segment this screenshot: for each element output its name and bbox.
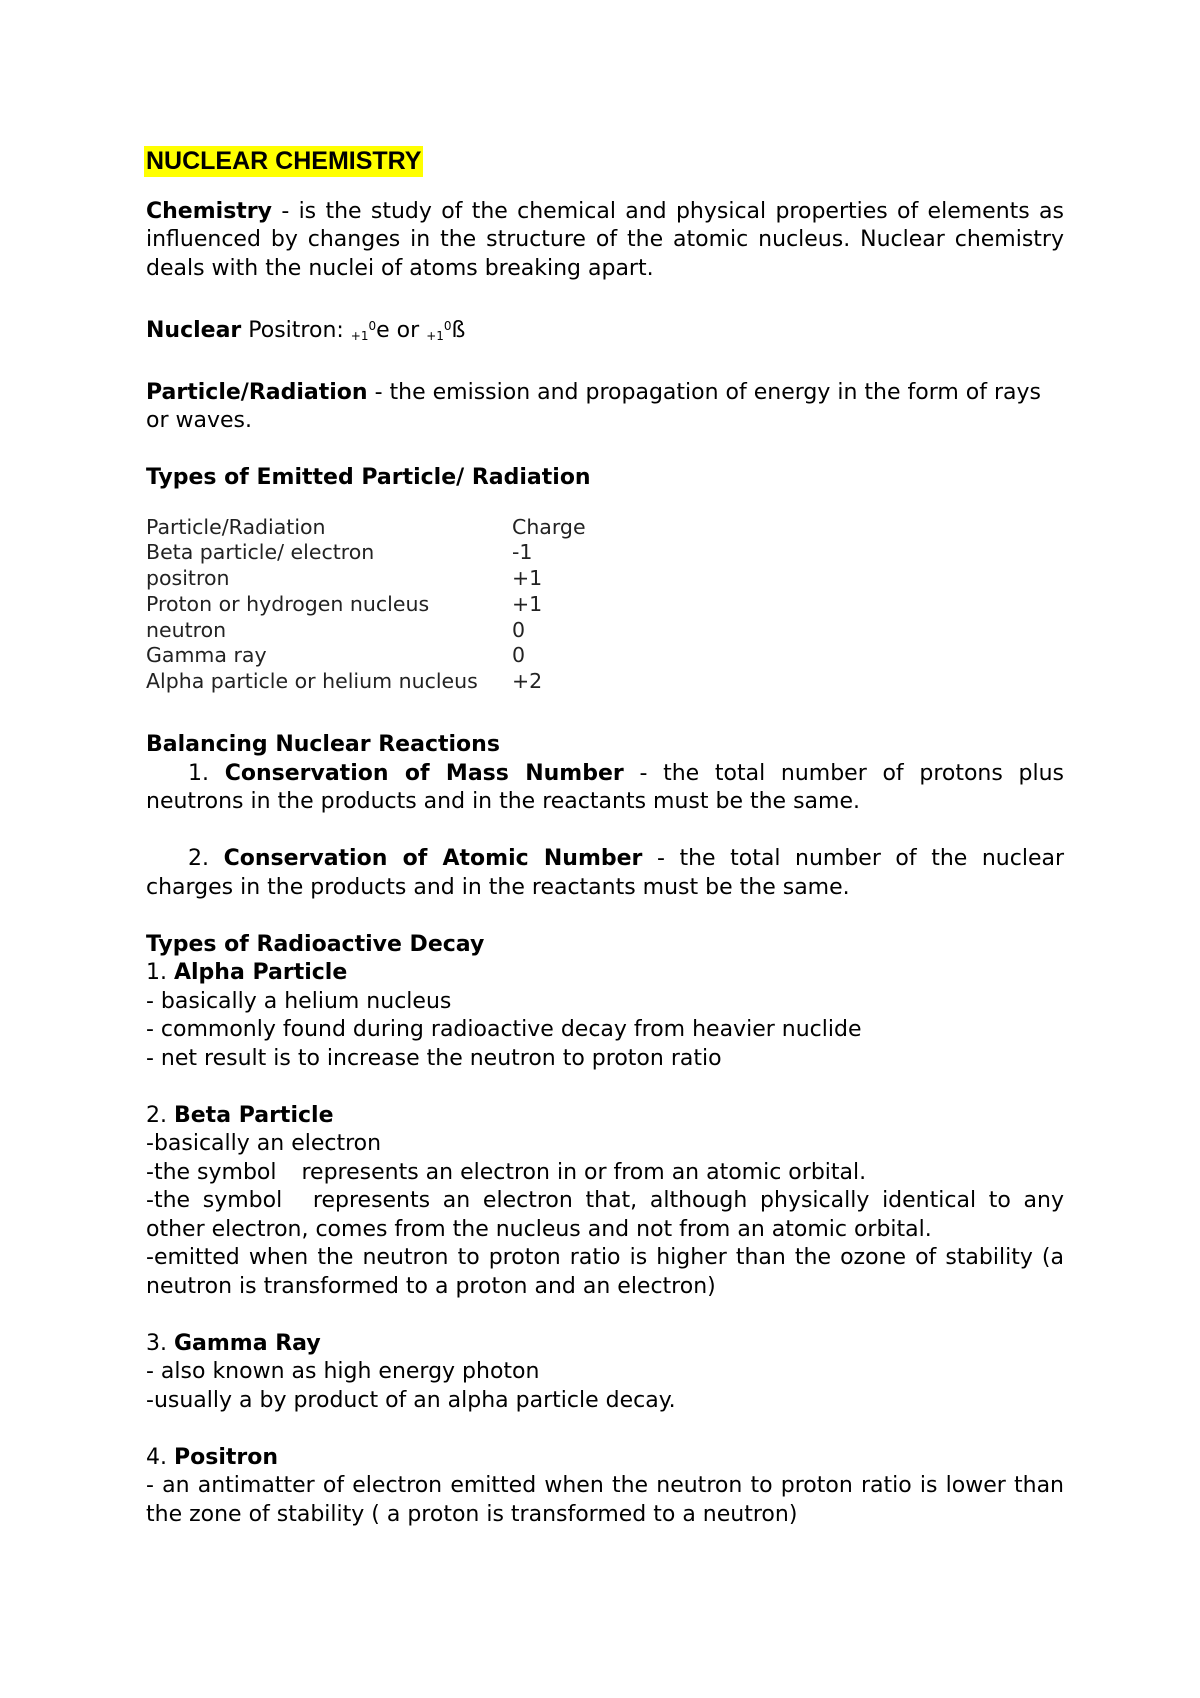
mass-number-text: - the total number of protons plus neutrons in the products and in the reactants must be the same. [146, 760, 1065, 815]
gamma-title [146, 1330, 1064, 1359]
item-number: 4. [146, 1444, 174, 1470]
table-row [146, 618, 1064, 644]
list-item: - net result is to increase the neutron to proton ratio [146, 1045, 722, 1071]
positron-superscript: 0 [368, 318, 377, 333]
list-item: -basically an electron [146, 1131, 382, 1157]
spacer [146, 283, 1064, 312]
spacer [146, 1301, 1064, 1330]
table-cell-charge: 0 [512, 617, 526, 642]
balancing-item-1 [146, 760, 1064, 817]
balancing-item-2 [146, 845, 1064, 902]
list-item: - basically a helium nucleus [146, 988, 452, 1014]
alpha-title-text: Alpha Particle [173, 960, 348, 986]
spacer [146, 350, 1064, 379]
beta-symbol-text: -the symbol [146, 1159, 277, 1185]
list-item [146, 1187, 1064, 1244]
table-row [146, 540, 1064, 566]
beta-symbol-desc: represents an electron in or from an atomic orbital. [294, 1159, 867, 1185]
atomic-number-term: Conservation of Atomic Number [223, 846, 643, 872]
page-title: NUCLEAR CHEMISTRY [146, 147, 422, 175]
table-header-charge: Charge [512, 514, 586, 539]
beta-symbol-text: -the symbol [146, 1188, 283, 1214]
table-row [146, 669, 1064, 695]
beta-title [146, 1102, 1064, 1131]
beta-symbol-desc: represents an electron that, although physically identical to any other electron, comes from the nucleus and not from an atomic orbital. [146, 1188, 1064, 1242]
table-header-particle: Particle/Radiation [146, 514, 326, 539]
spacer [146, 902, 1064, 931]
list-item: -emitted when the neutron to proton ratio is higher than the ozone of stability (a neutron is transformed to a proton and an electron) [146, 1245, 1064, 1299]
decay-heading-text: Types of Radioactive Decay [146, 931, 485, 957]
positron-symbol-beta: ß [451, 317, 466, 343]
positron-label: Positron: [241, 317, 351, 343]
list-item [146, 1159, 1064, 1188]
table-cell-particle: Gamma ray [146, 643, 267, 668]
positron-subscript: +1 [350, 328, 369, 343]
types-heading [146, 464, 1064, 493]
positron-subscript-2: +1 [426, 328, 444, 343]
list-item: - also known as high energy photon [146, 1359, 540, 1385]
table-cell-particle: Beta particle/ electron [146, 540, 375, 565]
list-item: - commonly found during radioactive decay from heavier nuclide [146, 1017, 862, 1043]
spacer [146, 1073, 1064, 1102]
table-cell-charge: +1 [512, 591, 543, 616]
item-number: 3. [146, 1330, 174, 1356]
table-row [146, 592, 1064, 618]
spacer [146, 1415, 1064, 1444]
item-number: 2. [146, 1102, 174, 1128]
atomic-number-text: - the total number of the nuclear charges in the products and in the reactants must be the same. [146, 846, 1065, 900]
gamma-title-text: Gamma Ray [173, 1330, 321, 1356]
item-number: 2. [188, 846, 224, 872]
chemistry-text: - is the study of the chemical and physical properties of elements as influenced by changes in the structure of the atomic nucleus. Nuclear chemistry deals with the nuclei of atoms breaking apart. [146, 198, 1064, 281]
nuclear-positron-line [146, 312, 1064, 351]
nuclear-term: Nuclear [146, 317, 242, 343]
radiation-term: Particle/Radiation [146, 379, 368, 405]
table-cell-charge: +2 [512, 669, 543, 694]
table-cell-particle: Proton or hydrogen nucleus [146, 591, 430, 616]
spacer [146, 817, 1064, 846]
document-page [146, 146, 1064, 1529]
table-header-row [146, 515, 1064, 541]
table-row [146, 643, 1064, 669]
balancing-heading [146, 731, 1064, 760]
mass-number-term: Conservation of Mass Number [224, 760, 624, 786]
radiation-text: - the emission and propagation of energy in the form of rays or waves. [146, 379, 1042, 433]
spacer [146, 436, 1064, 465]
decay-heading [146, 931, 1064, 960]
table-cell-particle: positron [146, 566, 230, 591]
particle-charge-table [146, 515, 1064, 696]
positron-title-text: Positron [173, 1444, 279, 1470]
alpha-title [146, 959, 1064, 988]
table-row [146, 566, 1064, 592]
table-cell-charge: +1 [512, 566, 543, 591]
spacer [146, 695, 1064, 731]
chemistry-definition [146, 198, 1064, 284]
list-item: - an antimatter of electron emitted when the neutron to proton ratio is lower than the zone of stability ( a proton is transformed to a neutron) [146, 1473, 1064, 1527]
positron-symbol-e: e [376, 317, 390, 343]
positron-title [146, 1444, 1064, 1473]
table-cell-particle: Alpha particle or helium nucleus [146, 669, 478, 694]
item-number: 1. [188, 760, 225, 786]
types-heading-text: Types of Emitted Particle/ Radiation [146, 465, 591, 490]
spacer [146, 493, 1064, 515]
radiation-definition [146, 379, 1064, 436]
spacer [146, 178, 1064, 198]
item-number: 1. [146, 960, 174, 986]
chemistry-term: Chemistry [146, 198, 272, 224]
table-cell-particle: neutron [146, 617, 227, 642]
positron-superscript-2: 0 [443, 318, 452, 333]
beta-title-text: Beta Particle [173, 1102, 334, 1128]
balancing-heading-text: Balancing Nuclear Reactions [146, 732, 500, 758]
list-item: -usually a by product of an alpha particle decay. [146, 1387, 676, 1413]
table-cell-charge: 0 [512, 643, 526, 668]
table-cell-charge: -1 [512, 540, 533, 565]
positron-or: or [389, 317, 427, 343]
